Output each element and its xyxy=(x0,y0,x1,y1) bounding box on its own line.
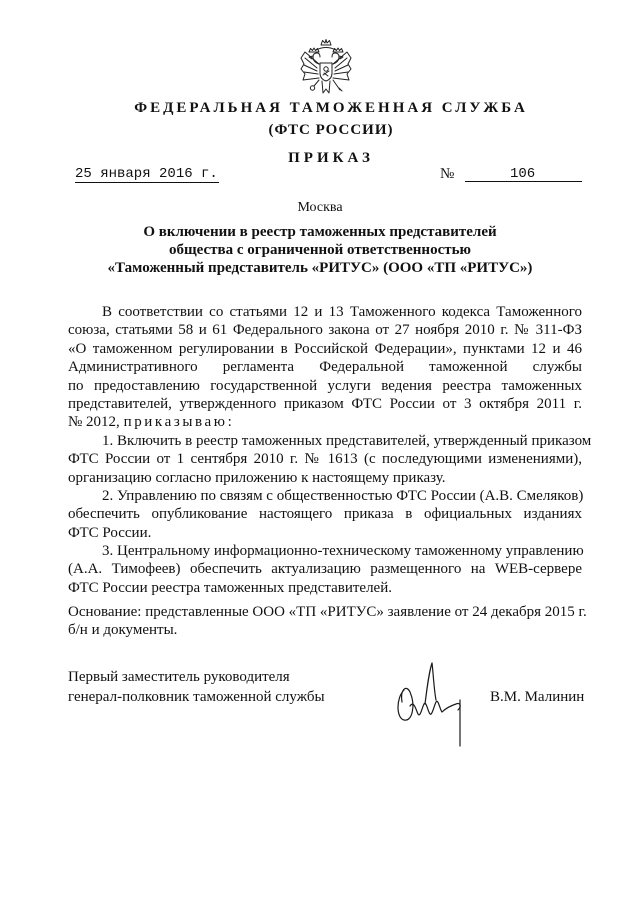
position-line: генерал-полковник таможенной службы xyxy=(68,689,325,705)
order-number: 106 xyxy=(465,166,582,182)
position-line: Первый заместитель руководителя xyxy=(68,669,290,685)
order-body xyxy=(68,303,592,597)
number-sign: № xyxy=(440,166,455,182)
title-line: общества с ограниченной ответственностью xyxy=(169,242,471,258)
title-line: О включении в реестр таможенных представителей xyxy=(143,224,497,240)
item-line: (А.А. Тимофеев) обеспечить актуализацию размещенного на WEB-сервере xyxy=(68,561,582,578)
city: Москва xyxy=(297,200,343,215)
agency-name: ФЕДЕРАЛЬНАЯ ТАМОЖЕННАЯ СЛУЖБА xyxy=(134,100,528,116)
basis-line: Основание: представленные ООО «ТП «РИТУС» заявление от 24 декабря 2015 г. xyxy=(68,604,587,620)
signatory-position xyxy=(68,667,325,707)
body-line: представителей, утвержденного приказом ФТС России от 3 октября 2011 г. xyxy=(68,395,582,412)
title-line: «Таможенный представитель «РИТУС» (ООО «ТП «РИТУС») xyxy=(107,260,533,276)
coat-of-arms-icon xyxy=(299,38,353,98)
item-line: ФТС России от 1 сентября 2010 г. № 1613 (с последующими изменениями), xyxy=(68,451,582,468)
order-word: приказываю: xyxy=(123,414,235,431)
item-line: ФТС России реестра таможенных представителей. xyxy=(68,579,392,596)
agency-short-name: (ФТС РОССИИ) xyxy=(268,122,394,138)
item-line: ФТС России. xyxy=(68,524,152,541)
signatory-name: В.М. Малинин xyxy=(490,689,585,705)
item-line: 3. Центральному информационно-техническому таможенному управлению xyxy=(102,543,584,560)
order-title xyxy=(0,223,640,277)
body-line: союза, статьями 58 и 61 Федерального закона от 27 ноября 2010 г. № 311-ФЗ xyxy=(68,322,582,339)
body-line: по предоставлению государственной услуги ведения реестра таможенных xyxy=(68,377,582,394)
body-line: В соответствии со статьями 12 и 13 Таможенного кодекса Таможенного xyxy=(102,304,582,320)
item-line: 1. Включить в реестр таможенных представителей, утвержденный приказом xyxy=(102,432,592,449)
basis-line: б/н и документы. xyxy=(68,622,178,639)
order-prefix: № 2012, xyxy=(68,414,120,431)
item-line: 2. Управлению по связям с общественностью ФТС России (А.В. Смеляков) xyxy=(102,487,584,504)
document-type: ПРИКАЗ xyxy=(288,150,374,166)
order-line xyxy=(68,413,582,431)
item-line: обеспечить опубликование настоящего приказа в официальных изданиях xyxy=(68,506,582,523)
body-line: Административного регламента Федеральной таможенной службы xyxy=(68,359,582,376)
body-line: «О таможенном регулировании в Российской Федерации», пунктами 12 и 46 xyxy=(68,340,582,357)
basis-section xyxy=(68,603,587,640)
signature xyxy=(392,660,476,752)
order-date: 25 января 2016 г. xyxy=(75,166,218,182)
item-line: организацию согласно приложению к настоящему приказу. xyxy=(68,469,446,486)
